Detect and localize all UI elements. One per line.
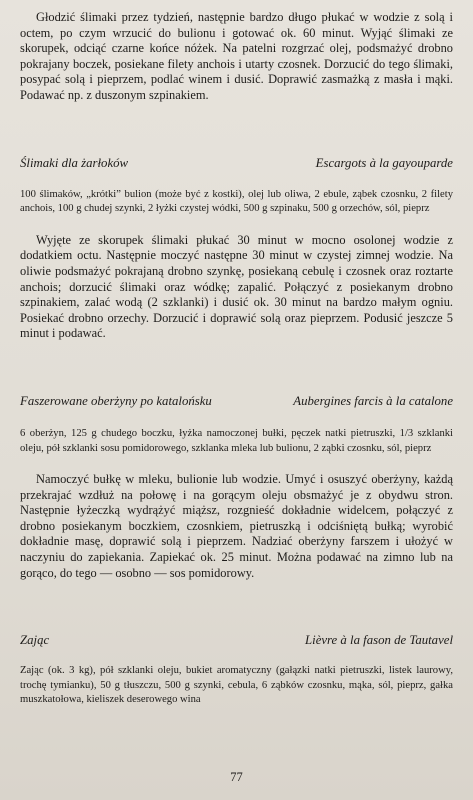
recipe-title-polish: Faszerowane oberżyny po katalońsku [20,393,212,408]
recipe-title-polish: Zając [20,633,50,648]
recipe-title-french: Aubergines farcis à la catalone [293,393,453,408]
ingredients-list: Zając (ok. 3 kg), pół szklanki oleju, bukiet aromatyczny (gałązki natki pietruszki, listek laurowy, trochę tymianku), 50 g tłuszczu, 500 g szynki, cebula, 6 ząbków czosnku, mąka, sól, pieprz, gałka muszkatołowa, kieliszek deserowego wina [20,665,453,706]
ingredients-list: 100 ślimaków, „krótki” bulion (może być z kostki), olej lub oliwa, 2 ebule, ząbek czosnku, 2 filety anchois, 100 g chudej szynki, 2 łyżki czystej wódki, 500 g szpinaku, 500 g orzechów, sól, pieprz [20,188,453,215]
intro-paragraph: Głodzić ślimaki przez tydzień, następnie bardzo długo płukać w wodzie z solą i octem, po czym wrzucić do bulionu i gotować ok. 60 minut. Wyjąć ślimaki ze skorupek, odciąć czarne końce nóżek. Na patelni rozgrzać olej, podsmażyć drobno pokrajany boczek, posiekane filety anchois i utarty czosnek. Dorzucić do tego ślimaki, posypać solą i pieprzem, podlać winem i dusić. Doprawić zasmażką z masła i mąki. Podawać np. z duszonym szpinakiem. [20,10,453,102]
recipe-instructions: Wyjęte ze skorupek ślimaki płukać 30 minut w mocno osolonej wodzie z dodatkiem octu. Następnie moczyć następne 30 minut w czystej zimnej wodzie. Na oliwie podsmażyć pokrajaną drobno szynkę, posiekaną cebulę i czosnek oraz roztarte anchois; dorzucić ślimaki oraz wódkę; zapalić. Połączyć z posiekanym drobno szpinakiem, zalać wodą (2 szklanki) i dusić ok. 30 minut na bardzo małym ogniu. Posiekać drobno orzechy. Dorzucić i doprawić solą oraz pieprzem. Podusić jeszcze 5 minut i podawać. [20,232,453,341]
recipe-title-polish: Ślimaki dla żarłoków [20,155,129,170]
recipe-instructions: Namoczyć bułkę w mleku, bulionie lub wodzie. Umyć i osuszyć oberżyny, każdą przekrajać wzdłuż na połowę i na gorącym oleju obsmażyć je z obydwu stron. Następnie łyżeczką wydrążyć miąższ, rozgnieść dokładnie widelcem, połączyć z drobno posiekanym boczkiem, czosnkiem, pietruszką i odciśniętą bułką; wyrobić dokładnie masę, doprawić solą i pieprzem. Nadziać oberżyny farszem i ułożyć w naczyniu do zapiekania. Zapiekać ok. 25 minut. Można podawać na zimno lub na gorąco, do tego — osobno — sos pomidorowy. [20,472,453,580]
recipe-title-french: Lièvre à la fason de Tautavel [305,633,453,648]
page-number: 77 [230,770,243,784]
recipe-title-french: Escargots à la gayouparde [315,155,453,170]
recipe-title-row [20,156,453,171]
ingredients-list: 6 oberżyn, 125 g chudego boczku, łyżka namoczonej bułki, pęczek natki pietruszki, 1/3 szklanki oleju, pół szklanki sosu pomidorowego, szklanka mleka lub bulionu, 2 ząbki czosnku, sól, pieprz [20,427,453,454]
recipe-title-row [20,394,453,409]
recipe-title-row [20,633,453,648]
